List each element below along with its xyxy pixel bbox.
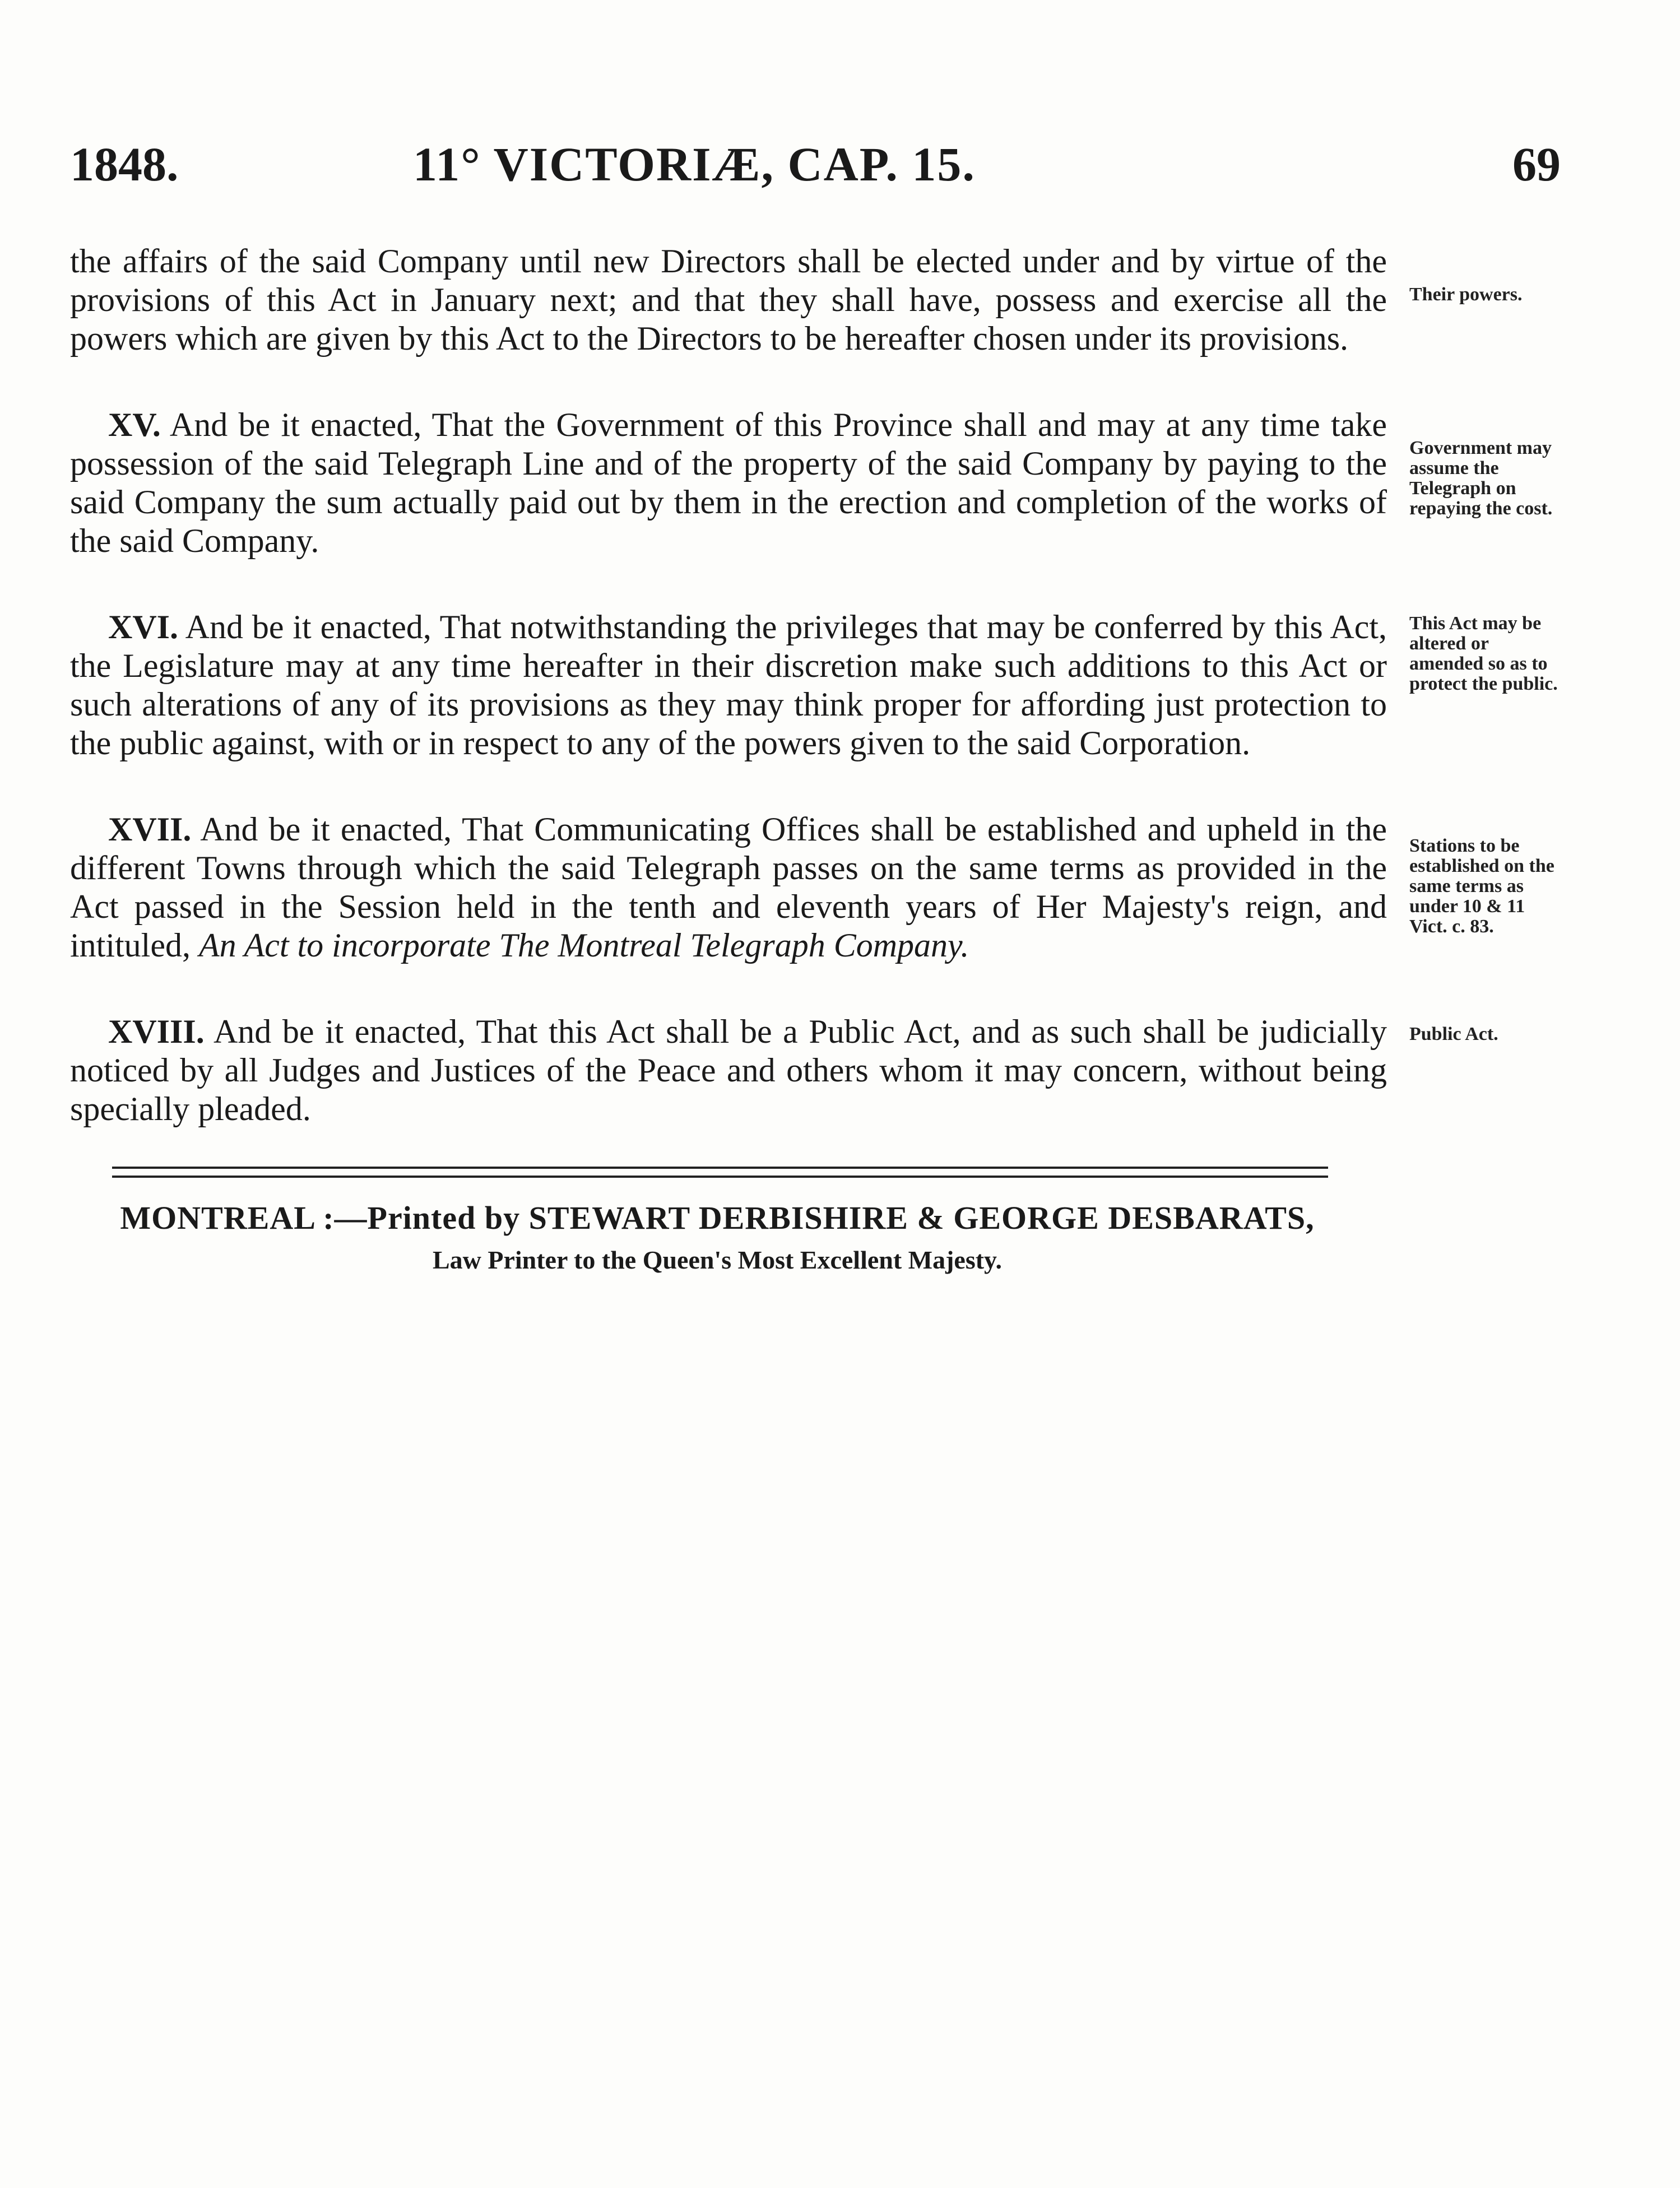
margin-note-public-act: Public Act. [1409, 1024, 1498, 1044]
imprint-printer-line: MONTREAL :—Printed by STEWART DERBISHIRE & GEORGE DESBARATS, [120, 1200, 1315, 1236]
double-rule-divider [112, 1167, 1328, 1178]
section-xvii-act-title: An Act to incorporate The Montreal Telegraph Company. [198, 927, 969, 964]
section-xvi [70, 608, 1387, 763]
running-header [70, 126, 1561, 193]
header-year: 1848. [70, 137, 179, 191]
section-xvi-text: And be it enacted, That notwithstanding the privileges that may be conferred by this Act, the Legislature may at any time hereafter in their discretion make such additions to this Act or such alterations of any of its provisions as they may think proper for affording just protection to the public against, with or in respect to any of the powers given to the said Corporation. [70, 608, 1387, 761]
section-xviii [70, 1012, 1387, 1128]
page-number: 69 [1512, 137, 1561, 191]
section-xv-text: And be it enacted, That the Government of this Province shall and may at any time take possession of the said Telegraph Line and of the property of the said Company by paying to the said Company the sum actually paid out by them in the erection and completion of the works of the said Company. [70, 406, 1387, 559]
section-xvi-numeral: XVI. [108, 608, 179, 645]
margin-note-stations: Stations to be established on the same terms as under 10 & 11 Vict. c. 83. [1409, 835, 1554, 937]
section-continuation [70, 242, 1387, 358]
section-xviii-numeral: XVIII. [108, 1013, 205, 1050]
header-title: 11° VICTORIÆ, CAP. 15. [413, 137, 976, 191]
section-xv-numeral: XV. [108, 406, 161, 443]
margin-note-act-altered: This Act may be altered or amended so as to protect the public. [1409, 613, 1558, 694]
section-xvii-text: And be it enacted, That Communicating Offices shall be established and upheld in the different Towns through which the said Telegraph passes on the same terms as provided in the Act passed in the Session held in the tenth and eleventh years of Her Majesty's reign, and intituled, [70, 811, 1387, 964]
section-xviii-text: And be it enacted, That this Act shall be a Public Act, and as such shall be judicially noticed by all Judges and Justices of the Peace and others whom it may concern, without being specially pleaded. [70, 1013, 1387, 1127]
section-xvii [70, 810, 1387, 965]
section-xvii-numeral: XVII. [108, 811, 192, 848]
margin-note-their-powers: Their powers. [1409, 284, 1523, 305]
imprint-law-printer-line: Law Printer to the Queen's Most Excellent Majesty. [432, 1246, 1003, 1274]
margin-note-government-assume: Government may assume the Telegraph on repaying the cost. [1409, 438, 1553, 519]
section-xv [70, 406, 1387, 560]
body-text [70, 242, 1387, 1128]
section-continuation-text: the affairs of the said Company until new Directors shall be elected under and by virtue of the provisions of this Act in January next; and that they shall have, possess and exercise all the powers which are given by this Act to the Directors to be hereafter chosen under its provisions. [70, 243, 1387, 357]
